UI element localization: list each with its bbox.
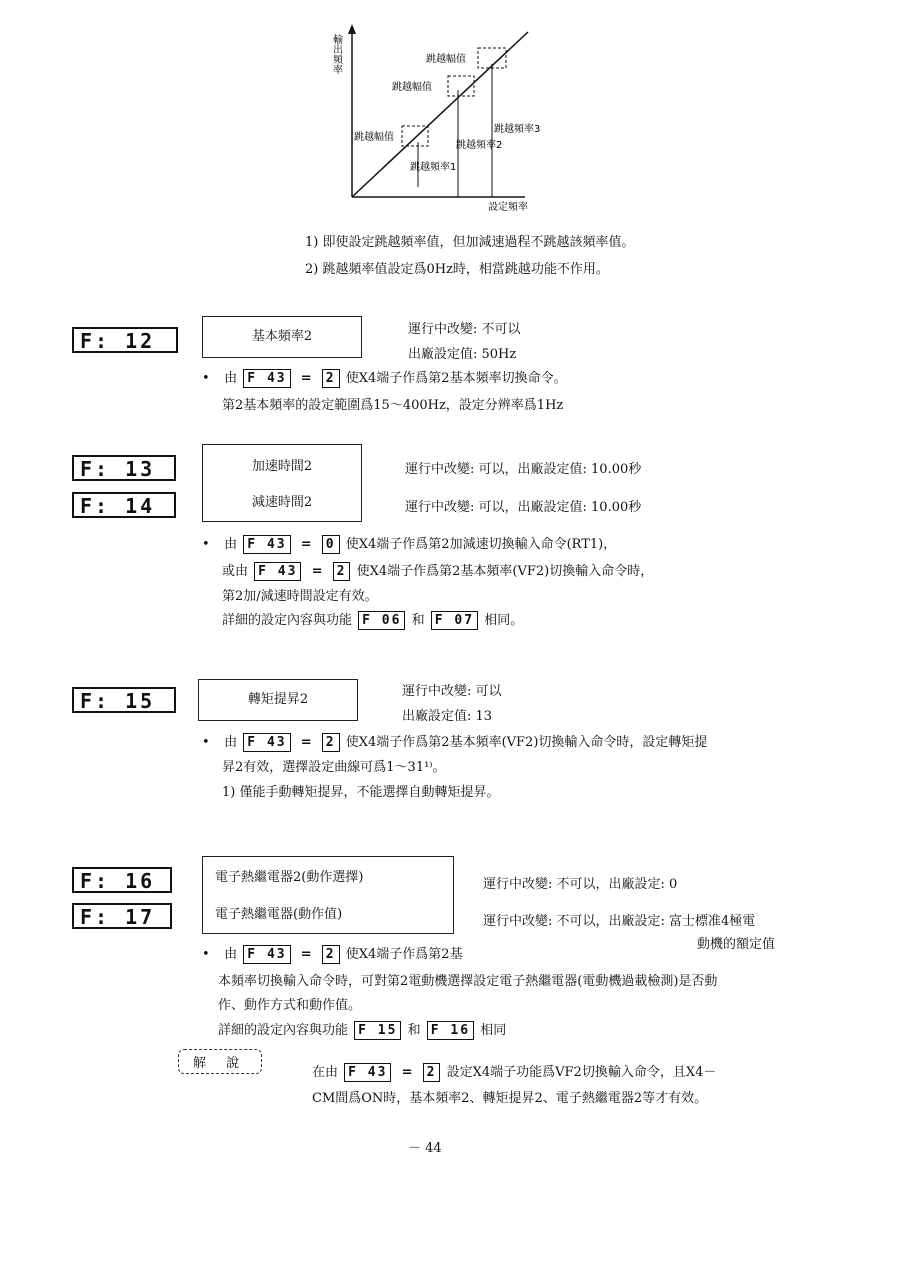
text: 使X4端子作爲第2基本頻率(VF2)切換輸入命令時，設定轉矩提 xyxy=(345,735,708,750)
equals-sign: = xyxy=(401,1065,413,1080)
param-value: 2 xyxy=(322,369,340,388)
f1617-line2: 本頻率切換輸入命令時，可對第2電動機選擇設定電子熱繼電器(電動機過載檢測)是否動 xyxy=(218,974,718,989)
f1617-line3: 作、動作方式和動作值。 xyxy=(218,998,362,1013)
text: 和 xyxy=(411,613,425,628)
param-code: F 07 xyxy=(431,611,478,630)
f12-desc-line2: 第2基本頻率的設定範圍爲15～400Hz，設定分辨率爲1Hz xyxy=(222,398,564,413)
f13-f14-name-box xyxy=(202,444,362,522)
page-number: － 44 xyxy=(408,1141,442,1156)
f12-name: 基本頻率2 xyxy=(251,329,313,344)
f17-name: 電子熱繼電器(動作值) xyxy=(215,907,343,922)
f12-change: 運行中改變: 不可以 xyxy=(408,322,521,337)
param-code: F 06 xyxy=(358,611,405,630)
param-code: F 15 xyxy=(354,1021,401,1040)
f14-name: 減速時間2 xyxy=(251,495,313,510)
equals-sign: = xyxy=(300,537,312,552)
text: 詳細的設定內容與功能 xyxy=(218,1023,349,1038)
param-code: F 43 xyxy=(254,562,301,581)
y-axis-arrow xyxy=(348,24,356,34)
f1617-line4 xyxy=(218,1021,506,1041)
text: 由 xyxy=(224,371,238,386)
f1314-line3: 第2加/減速時間設定有效。 xyxy=(222,589,378,604)
text: 相同 xyxy=(480,1023,507,1038)
param-code: F 16 xyxy=(427,1021,474,1040)
f13-change: 運行中改變: 可以，出廠設定值: 10.00秒 xyxy=(405,462,642,477)
jump-frequency-chart xyxy=(330,22,630,217)
param-value: 2 xyxy=(322,945,340,964)
chart-annotation: 跳越頻率2 xyxy=(456,140,503,151)
text: 相同。 xyxy=(484,613,524,628)
lcd-f16: F: 16 xyxy=(72,867,172,893)
param-code: F 43 xyxy=(243,535,290,554)
equals-sign: = xyxy=(300,735,312,750)
text: 由 xyxy=(224,947,238,962)
explanation-line2: CM間爲ON時，基本頻率2、轉矩提昇2、電子熱繼電器2等才有效。 xyxy=(312,1091,708,1106)
text: 使X4端子作爲第2基 xyxy=(345,947,463,962)
equals-sign: = xyxy=(300,947,312,962)
chart-annotation: 跳越幅值 xyxy=(354,132,394,143)
f15-factory: 出廠設定值: 13 xyxy=(402,709,493,724)
y-axis-label: 輸出頻率 xyxy=(330,34,342,74)
explanation-label: 解 說 xyxy=(178,1049,262,1074)
param-code: F 43 xyxy=(344,1063,391,1082)
f14-change: 運行中改變: 可以，出廠設定值: 10.00秒 xyxy=(405,500,642,515)
f16-f17-name-box xyxy=(202,856,454,934)
bullet: • xyxy=(202,371,210,386)
param-code: F 43 xyxy=(243,733,290,752)
text: 設定X4端子功能爲VF2切換輸入命令，且X4－ xyxy=(446,1065,717,1080)
explanation-line1 xyxy=(312,1063,716,1083)
f15-name: 轉矩提昇2 xyxy=(247,692,309,707)
f16-name: 電子熱繼電器2(動作選擇) xyxy=(215,870,364,885)
bullet: • xyxy=(202,947,210,962)
param-value: 0 xyxy=(322,535,340,554)
param-code: F 43 xyxy=(243,369,290,388)
f15-line3: 1) 僅能手動轉矩提昇，不能選擇自動轉矩提昇。 xyxy=(222,785,500,800)
chart-annotation: 跳越幅值 xyxy=(392,82,432,93)
f13-name: 加速時間2 xyxy=(251,459,313,474)
f1617-line1 xyxy=(202,945,463,965)
text: 由 xyxy=(224,537,238,552)
param-value: 2 xyxy=(423,1063,441,1082)
text: 和 xyxy=(407,1023,421,1038)
text: 或由 xyxy=(222,564,249,579)
lcd-f13: F: 13 xyxy=(72,455,176,481)
f1314-line1 xyxy=(202,535,616,555)
text: 在由 xyxy=(312,1065,339,1080)
f15-name-box xyxy=(198,679,358,721)
note-2: 2) 跳越頻率值設定爲0Hz時，相當跳越功能不作用。 xyxy=(305,262,609,277)
f1314-line2 xyxy=(222,562,653,582)
chart-annotation: 跳越頻率1 xyxy=(410,162,457,173)
note-1: 1) 即使設定跳越頻率值，但加減速過程不跳越該頻率值。 xyxy=(305,235,635,250)
text: 使X4端子作爲第2基本頻率切換命令。 xyxy=(345,371,567,386)
text: 使X4端子作爲第2基本頻率(VF2)切換輸入命令時， xyxy=(356,564,654,579)
equals-sign: = xyxy=(300,371,312,386)
f17-change: 運行中改變: 不可以，出廠設定: 富士標准4極電 xyxy=(483,914,756,929)
chart-annotation: 跳越幅值 xyxy=(426,54,466,65)
f16-change: 運行中改變: 不可以，出廠設定: 0 xyxy=(483,877,678,892)
lcd-f15: F: 15 xyxy=(72,687,176,713)
bullet: • xyxy=(202,735,210,750)
chart-annotation: 跳越頻率3 xyxy=(494,124,541,135)
lcd-f17: F: 17 xyxy=(72,903,172,929)
param-value: 2 xyxy=(322,733,340,752)
bullet: • xyxy=(202,537,210,552)
f12-name-box xyxy=(202,316,362,358)
f15-change: 運行中改變: 可以 xyxy=(402,684,502,699)
text: 由 xyxy=(224,735,238,750)
f12-factory: 出廠設定值: 50Hz xyxy=(408,347,517,362)
equals-sign: = xyxy=(311,564,323,579)
text: 詳細的設定內容與功能 xyxy=(222,613,353,628)
param-value: 2 xyxy=(333,562,351,581)
lcd-f14: F: 14 xyxy=(72,492,176,518)
f1314-line4 xyxy=(222,611,523,631)
f17-change-2: 動機的額定值 xyxy=(697,937,776,952)
f15-line1 xyxy=(202,733,707,753)
f15-line2: 昇2有效，選擇設定曲線可爲1～31¹⁾。 xyxy=(222,760,446,775)
text: 使X4端子作爲第2加減速切換輸入命令(RT1)， xyxy=(345,537,617,552)
param-code: F 43 xyxy=(243,945,290,964)
x-axis-label: 設定頻率 xyxy=(488,202,528,213)
lcd-f12: F: 12 xyxy=(72,327,178,353)
f12-desc-line1 xyxy=(202,369,567,389)
